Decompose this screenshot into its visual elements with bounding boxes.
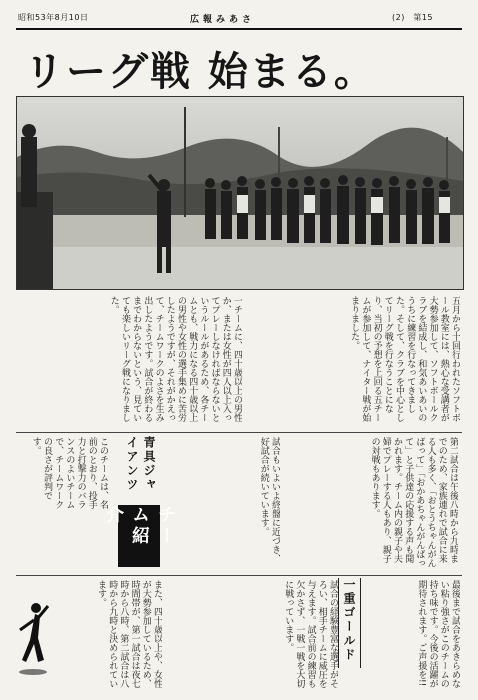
team-heading-gold: 一重ゴールド: [338, 578, 361, 668]
article-family: 第二試合は午後八時から九時までのため、家族連れで試合に来る人も多く、「おとうちゃんがんばって」「おかあちゃんがんばって」と子供達の応援する声も聞かれます。チーム内の親子や夫婦でプレーする人もあり、親子の対戦もあります。: [369, 437, 458, 568]
divider-rule-2: [16, 575, 462, 576]
section-heading-team-intro: チーム紹介: [118, 505, 160, 567]
pitcher-illustration: [16, 600, 50, 680]
pitcher-figure-icon: [16, 600, 50, 680]
header-rule: [16, 28, 462, 30]
newsletter-title: 広報みあさ: [190, 15, 256, 25]
article-time: また、四十歳以上や、女性が大勢参加しているため、時間帯が、第一試合は夜七時から八時、第二試合は八時から九時と決められています。: [95, 580, 162, 688]
softball-team-photo: [16, 96, 464, 290]
article-gold-2: 試合の経験豊富な選手がそろい、相手チームに威圧を与えます。試合前の練習も欠かさず、一戦一戦を大切に戦っています。: [283, 580, 338, 688]
article-rules: 一チームに、四十歳以上の男性か、または女性が四人以上入ってプレーしなければならないというルールがあるため、各チームとも、戦力になる四十歳以上の男性や女性の選手集めに苦労したようですが、それがかえって、チームワークのよさを生み出したようです。試合が終わるまでわからないという、見ていても楽しいリーグ戦になりました。: [108, 296, 242, 422]
article-late: 試合もいよいよ終盤に近づき、好試合が続いています。: [258, 437, 280, 563]
article-intro: 五月から十回行われたソフトボール教室には、熱心な受講者が大勢参加して、ソフトボールクラブを結成し、和気あいあいのうちに練習を行なってきました。そして、クラブを中心としてリーグ戦を行なうことになり、当初の予想を上回る五チームが参加して、ナイター戦が始まりました。: [349, 296, 460, 422]
photo-illustration: [17, 97, 463, 289]
headline: リーグ戦 始まる。: [24, 48, 376, 95]
page-number: (2) 第15: [392, 13, 434, 22]
divider-rule: [16, 432, 462, 433]
issue-date: 昭和53年8月10日: [18, 13, 89, 22]
article-gold-1: 最後まで試合をあきらめない粘り強さがこのチームの持ち味です。今後の活躍が期待されます。ご声援を!!: [416, 580, 460, 688]
team-heading-giants: 青具ジャイアンツ: [125, 436, 156, 492]
article-giants: このチームは、名前のとおり、投手力と打撃力のバランスのよいチームで、チームワークの良さが評判です。: [30, 437, 108, 509]
